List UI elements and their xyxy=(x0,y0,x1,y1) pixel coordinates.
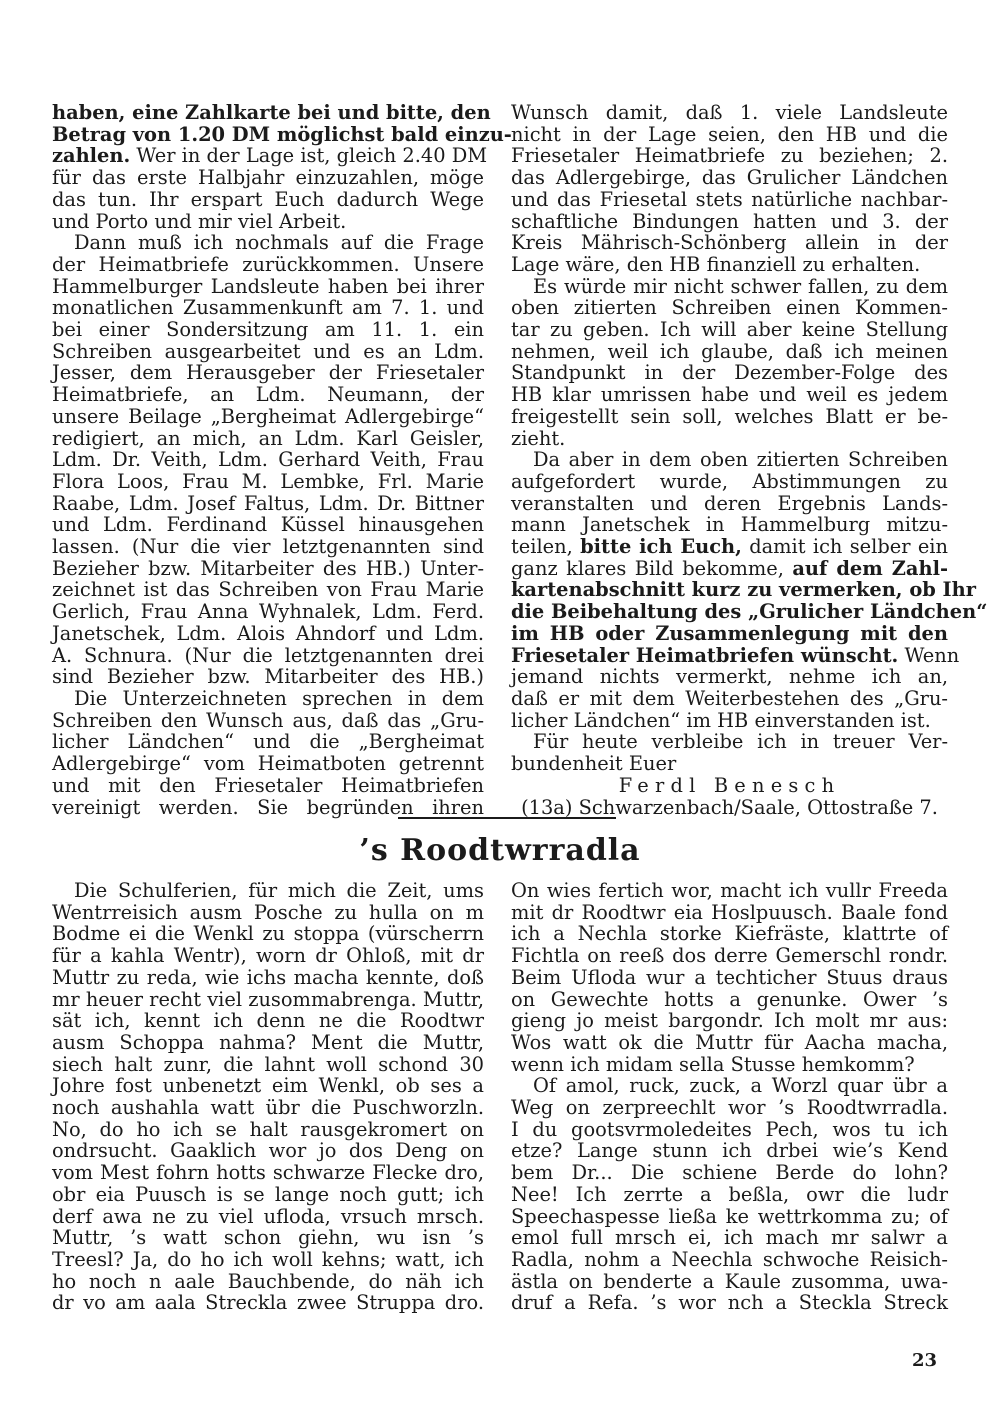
text-segment: und Porto und mir viel Arbeit. xyxy=(52,209,347,233)
text-segment: Beim Ufloda wur a techticher Stuus draus xyxy=(511,965,948,989)
text-segment: lassen. (Nur die vier letztgenannten sind xyxy=(52,535,484,559)
text-segment: Da aber in dem oben zitierten Schreiben xyxy=(533,448,948,472)
text-segment: sät ich, kennt ich denn ne die Roodtwr xyxy=(52,1009,484,1033)
text-segment: für a kahla Wentr), worn dr Ohloß, mit dr xyxy=(52,944,484,968)
text-line xyxy=(511,558,948,580)
text-segment: monatlichen Zusammenkunft am 7. 1. und xyxy=(52,296,484,320)
text-segment: redigiert, an mich, an Ldm. Karl Geisler, xyxy=(52,426,484,450)
text-segment: Lage wäre, den HB finanziell zu erhalten. xyxy=(511,252,921,276)
text-segment: Dann muß ich nochmals auf die Frage xyxy=(74,231,484,255)
text-line xyxy=(52,167,484,189)
text-segment: vom Mest fohrn hotts schwarze Flecke dro, xyxy=(52,1161,484,1185)
text-segment: jemand nichts vermerkt, nehme ich an, xyxy=(511,665,948,689)
bold-text: Friesetaler Heimatbriefen wünscht. xyxy=(511,643,899,667)
text-line xyxy=(511,967,948,989)
text-line xyxy=(511,1075,948,1097)
text-line xyxy=(52,254,484,276)
text-segment: Schreiben ausgearbeitet und es an Ldm. xyxy=(52,339,484,363)
text-line xyxy=(52,144,488,168)
upper-left-column xyxy=(52,101,512,819)
text-line xyxy=(52,1292,484,1314)
text-line xyxy=(52,1271,484,1293)
text-segment: und das Friesetal stets natürliche nachbar- xyxy=(511,187,948,211)
text-line xyxy=(511,1184,948,1206)
text-segment: zieht. xyxy=(511,426,566,450)
text-line xyxy=(52,101,491,124)
text-segment: Gerlich, Frau Anna Wyhnalek, Ldm. Ferd. xyxy=(52,600,484,624)
text-segment: für das erste Halbjahr einzuzahlen, möge xyxy=(52,166,484,190)
text-segment: Flora Loos, Frau M. Lembke, Frl. Marie xyxy=(52,469,484,493)
text-line xyxy=(52,319,484,341)
text-line xyxy=(52,449,484,471)
text-line xyxy=(52,122,512,146)
text-line xyxy=(52,797,484,819)
text-segment: On wies fertich wor, macht ich vullr Freeda xyxy=(511,879,948,902)
text-line xyxy=(52,1184,484,1206)
text-segment: nehmen, weil ich glaube, daß ich meinen xyxy=(511,339,948,363)
text-line xyxy=(511,1119,948,1141)
text-line xyxy=(52,989,484,1011)
text-line xyxy=(511,124,948,146)
text-line xyxy=(52,710,484,732)
text-segment: etze? Lange stunn ich drbei wie’s Kend xyxy=(511,1139,948,1163)
text-line xyxy=(511,102,948,124)
text-segment: bem Dr... Die schiene Berde do lohn? xyxy=(511,1161,948,1185)
text-line xyxy=(511,753,948,775)
text-line xyxy=(52,902,484,924)
text-segment: Die Unterzeichneten sprechen in dem xyxy=(74,686,484,710)
text-segment: mit dr Roodtwr eia Hoslpuusch. Baale fond xyxy=(511,900,948,924)
text-line xyxy=(511,710,948,732)
text-segment: Muttr zu reda, wie ichs macha kennte, doß xyxy=(52,965,484,989)
text-line xyxy=(52,579,484,601)
text-line xyxy=(52,1206,484,1228)
text-segment: aufgefordert wurde, Abstimmungen zu xyxy=(511,469,948,493)
text-line xyxy=(511,536,948,558)
text-segment: Radla, nohm a Neechla schwoche Reisich- xyxy=(511,1247,948,1271)
text-line xyxy=(52,880,484,902)
text-segment: No, do ho ich se halt rausgekromert on xyxy=(52,1117,484,1141)
text-segment: vereinigt werden. Sie begründen ihren xyxy=(52,795,484,819)
text-segment: wenn ich midam sella Stusse hemkomm? xyxy=(511,1052,915,1076)
text-segment: gieng jo meist bargondr. Ich molt mr aus: xyxy=(511,1009,948,1033)
text-line xyxy=(511,1292,948,1314)
text-segment: ausm Schoppa nahma? Ment die Muttr, xyxy=(52,1030,484,1054)
text-line xyxy=(52,623,484,645)
text-line xyxy=(511,923,948,945)
text-line xyxy=(511,666,948,688)
text-segment: Speechaspesse ließa ke wettrkomma zu; of xyxy=(511,1204,948,1228)
text-line xyxy=(52,945,484,967)
text-segment: Wentrreisich ausm Posche zu hulla on m xyxy=(52,900,484,924)
bold-text: bitte ich Euch, xyxy=(580,535,742,559)
text-line xyxy=(511,471,948,493)
text-line xyxy=(511,1010,948,1032)
text-segment: Jesser, dem Herausgeber der Friesetaler xyxy=(52,361,484,385)
text-line xyxy=(52,471,484,493)
text-segment: bundenheit Euer xyxy=(511,752,677,776)
text-segment: Janetschek, Ldm. Alois Ahndorf und Ldm. xyxy=(52,621,484,645)
text-segment: Es würde mir nicht schwer fallen, zu dem xyxy=(533,274,948,298)
text-line xyxy=(511,1162,948,1184)
text-line xyxy=(511,731,948,753)
text-segment: noch aushahla watt übr die Puschworzln. xyxy=(52,1096,484,1120)
text-segment: ich a Nechla storke Kiefräste, klattrte of xyxy=(511,922,948,946)
text-segment: ganz klares Bild bekomme, xyxy=(511,556,793,580)
text-line xyxy=(511,989,948,1011)
text-line xyxy=(52,558,484,580)
bold-text: haben, eine Zahlkarte bei und bitte, den xyxy=(52,101,491,124)
text-line xyxy=(52,731,484,753)
text-line xyxy=(52,536,484,558)
text-line xyxy=(511,1227,948,1249)
text-segment: Wer in der Lage ist, gleich 2.40 DM xyxy=(130,144,488,168)
text-line xyxy=(511,688,948,710)
text-segment: emol full mrsch ei, ich mach mr salwr a xyxy=(511,1226,948,1250)
text-segment: Ldm. Dr. Veith, Ldm. Gerhard Veith, Frau xyxy=(52,448,484,472)
text-line xyxy=(511,406,948,428)
text-segment: damit ich selber ein xyxy=(741,535,948,559)
text-segment: das tun. Ihr erspart Euch dadurch Wege xyxy=(52,187,484,211)
text-line xyxy=(52,666,484,688)
text-segment: mr heuer recht viel zusommabrenga. Muttr, xyxy=(52,987,485,1011)
bold-text: Betrag von 1.20 DM möglichst bald einzu- xyxy=(52,122,512,146)
text-segment: und Ldm. Ferdinand Küssel hinausgehen xyxy=(52,513,484,537)
bold-text: im HB oder Zusammenlegung mit den xyxy=(511,621,948,645)
text-segment: veranstalten und deren Ergebnis Lands- xyxy=(511,491,948,515)
text-segment: Für heute verbleibe ich in treuer Ver- xyxy=(533,730,948,754)
text-line xyxy=(511,1097,948,1119)
text-line xyxy=(52,276,484,298)
text-line xyxy=(52,341,484,363)
text-segment: freigestellt sein soll, welches Blatt er be- xyxy=(511,404,948,428)
text-segment: daß er mit dem Weiterbestehen des „Gru- xyxy=(511,686,948,710)
text-line xyxy=(52,428,484,450)
text-line xyxy=(511,600,988,624)
text-line xyxy=(511,449,948,471)
lower-left-column xyxy=(52,880,484,1314)
text-line xyxy=(52,923,484,945)
bold-text: die Beibehaltung des „Grulicher Ländchen“ xyxy=(511,600,988,624)
text-line xyxy=(511,384,948,406)
section-divider xyxy=(398,817,616,819)
text-line xyxy=(52,775,484,797)
signature: Ferdl Benesch xyxy=(618,773,841,797)
text-segment: Adlergebirge“ vom Heimatboten getrennt xyxy=(52,752,484,776)
text-line xyxy=(511,297,948,319)
text-segment: A. Schnura. (Nur die letztgenannten drei xyxy=(52,643,484,667)
text-line xyxy=(52,189,484,211)
text-line xyxy=(511,1032,948,1054)
text-segment: druf a Refa. ’s wor nch a Steckla Streck xyxy=(511,1291,948,1315)
text-segment: Die Schulferien, für mich die Zeit, ums xyxy=(74,879,484,902)
text-line xyxy=(511,1140,948,1162)
bold-text: kartenabschnitt kurz zu vermerken, ob Ihr xyxy=(511,578,976,602)
bold-text: zahlen. xyxy=(52,144,131,168)
text-segment: zeichnet ist das Schreiben von Frau Marie xyxy=(52,578,484,602)
text-segment: licher Ländchen“ im HB einverstanden ist. xyxy=(511,708,931,732)
text-segment: licher Ländchen“ und die „Bergheimat xyxy=(52,730,484,754)
text-line xyxy=(511,211,948,233)
text-segment: Wos watt ok die Muttr für Aacha macha, xyxy=(511,1030,948,1054)
text-segment: schaftliche Bindungen hatten und 3. der xyxy=(511,209,948,233)
text-segment: tar zu geben. Ich will aber keine Stellung xyxy=(511,318,948,342)
text-segment: obr eia Puusch is se lange noch gutt; ich xyxy=(52,1182,484,1206)
text-line xyxy=(52,753,484,775)
text-line xyxy=(52,232,484,254)
sender-address: (13a) Schwarzenbach/Saale, Ottostraße 7. xyxy=(521,795,938,819)
text-line xyxy=(511,643,960,667)
text-segment: unsere Beilage „Bergheimat Adlergebirge“ xyxy=(52,404,484,428)
article-heading: ’s Roodtwrradla xyxy=(359,833,641,868)
text-line xyxy=(52,1010,484,1032)
text-line xyxy=(52,493,484,515)
text-line xyxy=(511,362,948,384)
text-line xyxy=(52,1097,484,1119)
text-segment: Of amol, ruck, zuck, a Worzl quar übr a xyxy=(533,1074,948,1098)
text-line xyxy=(511,167,948,189)
text-line xyxy=(511,578,976,602)
text-segment: Muttr, ’s watt schon giehn, wu isn ’s xyxy=(52,1226,484,1250)
text-segment: teilen, xyxy=(511,535,581,559)
text-line xyxy=(52,514,484,536)
text-line xyxy=(52,688,484,710)
text-segment: Schreiben den Wunsch aus, daß das „Gru- xyxy=(52,708,484,732)
text-segment: sind Bezieher bzw. Mitarbeiter des HB.) xyxy=(52,665,484,689)
text-line xyxy=(511,276,948,298)
text-segment: bei einer Sondersitzung am 11. 1. ein xyxy=(52,318,484,342)
bold-text: auf dem Zahl- xyxy=(792,556,948,580)
text-line xyxy=(511,1271,948,1293)
text-line xyxy=(511,1054,948,1076)
text-line xyxy=(52,297,484,319)
lower-right-column xyxy=(511,880,948,1314)
text-line xyxy=(52,645,484,667)
text-segment: ästla on benderte a Kaule zusomma, uwa- xyxy=(511,1269,948,1293)
text-segment: Wunsch damit, daß 1. viele Landsleute xyxy=(511,101,948,124)
text-line xyxy=(52,362,484,384)
text-segment: Standpunkt in der Dezember-Folge des xyxy=(511,361,948,385)
text-segment: Wenn xyxy=(898,643,960,667)
text-segment: ondrsucht. Gaaklich wor jo dos Deng on xyxy=(52,1139,484,1163)
text-segment: Nee! Ich zerrte a beßla, owr die ludr xyxy=(511,1182,948,1206)
text-line xyxy=(52,1227,484,1249)
text-segment: Bezieher bzw. Mitarbeiter des HB.) Unter- xyxy=(52,556,484,580)
text-segment: ho noch n aale Bauchbende, do näh ich xyxy=(52,1269,484,1293)
text-segment: Weg on zerpreechlt wor ’s Roodtwrradla. xyxy=(511,1096,948,1120)
text-line xyxy=(511,254,948,276)
text-segment: Hammelburger Landsleute haben bei ihrer xyxy=(52,274,484,298)
text-line xyxy=(511,493,948,515)
upper-right-column xyxy=(511,101,988,819)
text-line xyxy=(511,341,948,363)
text-line xyxy=(511,232,948,254)
text-line xyxy=(52,967,484,989)
text-line xyxy=(511,1249,948,1271)
text-segment: Friesetaler Heimatbriefe zu beziehen; 2. xyxy=(511,144,948,168)
text-line xyxy=(511,902,948,924)
text-line xyxy=(511,945,948,967)
text-line xyxy=(52,1054,484,1076)
text-line xyxy=(511,880,948,902)
text-segment: dr vo am aala Streckla zwee Struppa dro. xyxy=(52,1291,484,1315)
text-segment: siech halt zunr, die lahnt woll schond 30 xyxy=(52,1052,484,1076)
text-line xyxy=(52,601,484,623)
text-line xyxy=(52,384,484,406)
text-line xyxy=(511,189,948,211)
text-segment: nicht in der Lage seien, den HB und die xyxy=(511,122,948,146)
text-line xyxy=(511,514,948,536)
text-line xyxy=(52,1140,484,1162)
text-segment: Johre fost unbenetzt eim Wenkl, ob ses a xyxy=(52,1074,484,1098)
text-segment: Kreis Mährisch-Schönberg allein in der xyxy=(511,231,948,255)
text-segment: Raabe, Ldm. Josef Faltus, Ldm. Dr. Bittner xyxy=(52,491,484,515)
text-segment: und mit den Friesetaler Heimatbriefen xyxy=(52,773,484,797)
text-line xyxy=(511,623,948,645)
text-segment: on Gewechte hotts a genunke. Ower ’s xyxy=(511,987,948,1011)
text-line xyxy=(52,1032,484,1054)
text-segment: Heimatbriefe, an Ldm. Neumann, der xyxy=(52,383,484,407)
text-segment: Treesl? Ja, do ho ich woll kehns; watt, ich xyxy=(52,1247,484,1271)
text-segment: mann Janetschek in Hammelburg mitzu- xyxy=(511,513,948,537)
text-line xyxy=(511,428,948,450)
text-line xyxy=(52,1249,484,1271)
text-segment: Fichtla on reeß dos derre Gemerschl rondr. xyxy=(511,944,948,968)
text-line xyxy=(52,211,484,233)
text-line xyxy=(52,1119,484,1141)
text-line xyxy=(511,145,948,167)
text-line xyxy=(52,406,484,428)
text-segment: I du gootsvrmoledeites Pech, wos tu ich xyxy=(511,1117,948,1141)
text-line xyxy=(511,1206,948,1228)
text-segment: Bodme ei die Wenkl zu stoppa (vürscherrn xyxy=(52,922,484,946)
text-line xyxy=(511,319,948,341)
text-segment: der Heimatbriefe zurückkommen. Unsere xyxy=(52,252,484,276)
text-segment: das Adlergebirge, das Grulicher Ländchen xyxy=(511,166,948,190)
page-number: 23 xyxy=(912,1350,938,1371)
text-segment: derf awa ne zu viel ufloda, vrsuch mrsch. xyxy=(52,1204,484,1228)
text-segment: oben zitierten Schreiben einen Kommen- xyxy=(511,296,948,320)
text-segment: HB klar umrissen habe und weil es jedem xyxy=(511,383,948,407)
text-line xyxy=(52,1075,484,1097)
text-line xyxy=(52,1162,484,1184)
